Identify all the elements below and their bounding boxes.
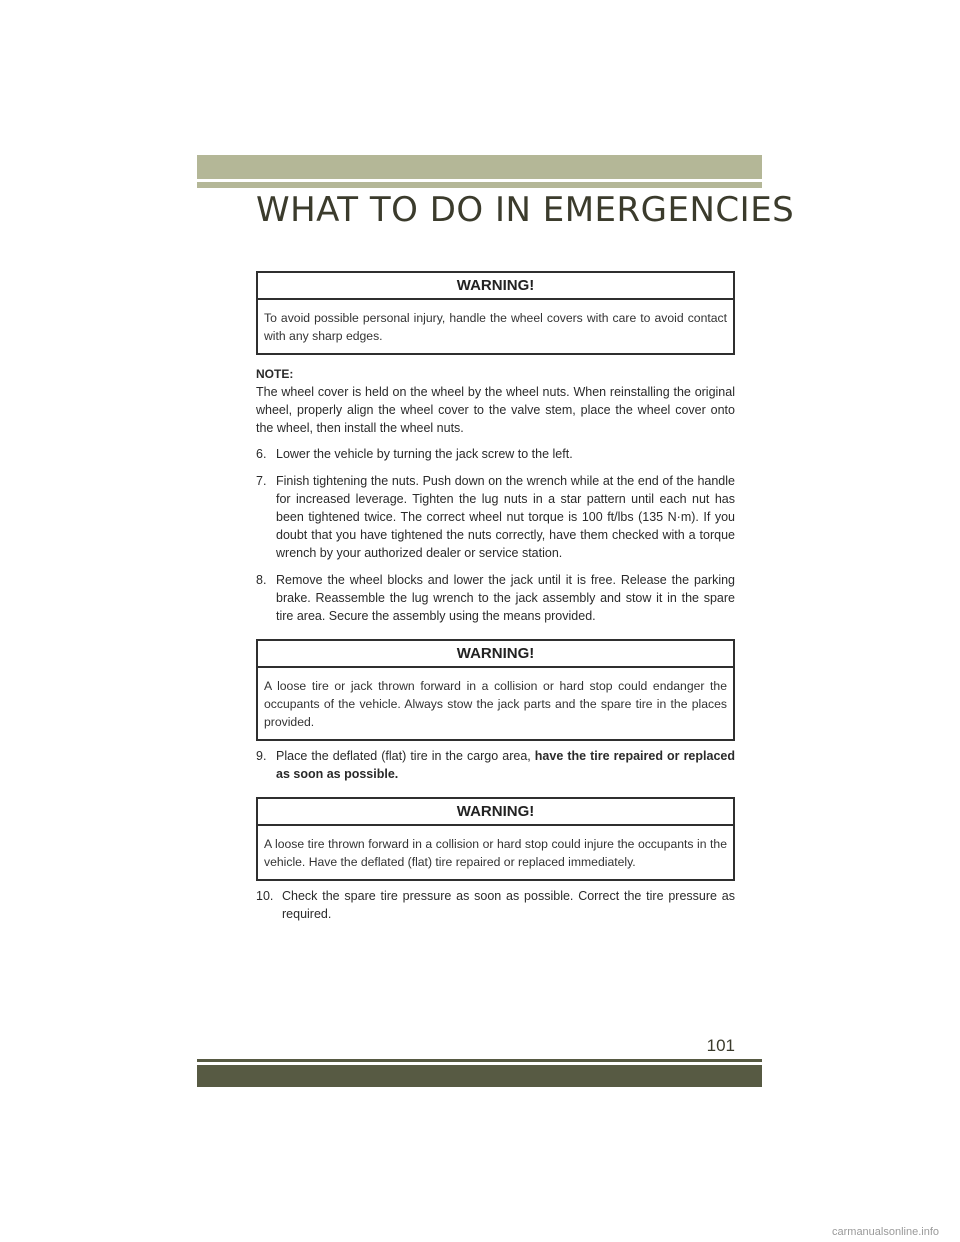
section-title: WHAT TO DO IN EMERGENCIES [256,190,795,230]
warning-text: To avoid possible personal injury, handle the wheel covers with care to avoid contact with any sharp edges. [264,311,727,343]
page-content [256,271,735,932]
warning-heading: WARNING! [258,641,733,668]
footer-rule [197,1059,762,1062]
step-number: 9. [256,749,267,763]
step-7 [256,472,735,562]
step-10 [256,887,735,923]
step-number: 8. [256,573,267,587]
warning-box-2 [256,639,735,741]
step-text [276,747,735,783]
step-9 [256,747,735,783]
note-label: NOTE: [256,367,294,381]
note-block [256,365,735,437]
footer-color-band [197,1065,762,1087]
header-color-band [197,155,762,179]
header-rule [197,182,762,188]
warning-text: A loose tire or jack thrown forward in a collision or hard stop could endanger the occupants of the vehicle. Always stow the jack parts and the spare tire in the places provided. [264,679,727,729]
step-text: Lower the vehicle by turning the jack screw to the left. [276,447,573,461]
warning-heading: WARNING! [258,273,733,300]
step-text: Remove the wheel blocks and lower the jack until it is free. Release the parking brake. Reassemble the lug wrench to the jack assembly and stow it in the spare tire area. Secure the assembly using the means provided. [276,573,735,623]
page-number: 101 [706,1036,735,1055]
step-text-emphasis: have the tire repaired or replaced as soon as possible. [276,749,735,781]
step-number: 7. [256,474,267,488]
warning-box-1 [256,271,735,355]
step-text: Finish tightening the nuts. Push down on the wrench while at the end of the handle for increased leverage. Tighten the lug nuts in a star pattern until each nut has been tightened twice. The correct wheel nut torque is 100 ft/lbs (135 N·m). If you doubt that you have tightened the nuts correctly, have them checked with a torque wrench by your authorized dealer or service station. [276,474,735,560]
step-8 [256,571,735,625]
step-text: Check the spare tire pressure as soon as possible. Correct the tire pressure as required. [282,889,735,921]
warning-heading: WARNING! [258,799,733,826]
warning-box-3 [256,797,735,881]
step-6 [256,445,735,463]
watermark-text: carmanualsonline.info [832,1226,940,1238]
warning-text: A loose tire thrown forward in a collision or hard stop could injure the occupants in the vehicle. Have the deflated (flat) tire repaired or replaced immediately. [264,837,727,869]
step-number: 6. [256,447,267,461]
step-text-normal: Place the deflated (flat) tire in the cargo area, [276,749,535,763]
note-text: The wheel cover is held on the wheel by the wheel nuts. When reinstalling the original wheel, properly align the wheel cover to the valve stem, place the wheel cover onto the wheel, then install the wheel nuts. [256,385,735,435]
step-number: 10. [256,889,274,903]
